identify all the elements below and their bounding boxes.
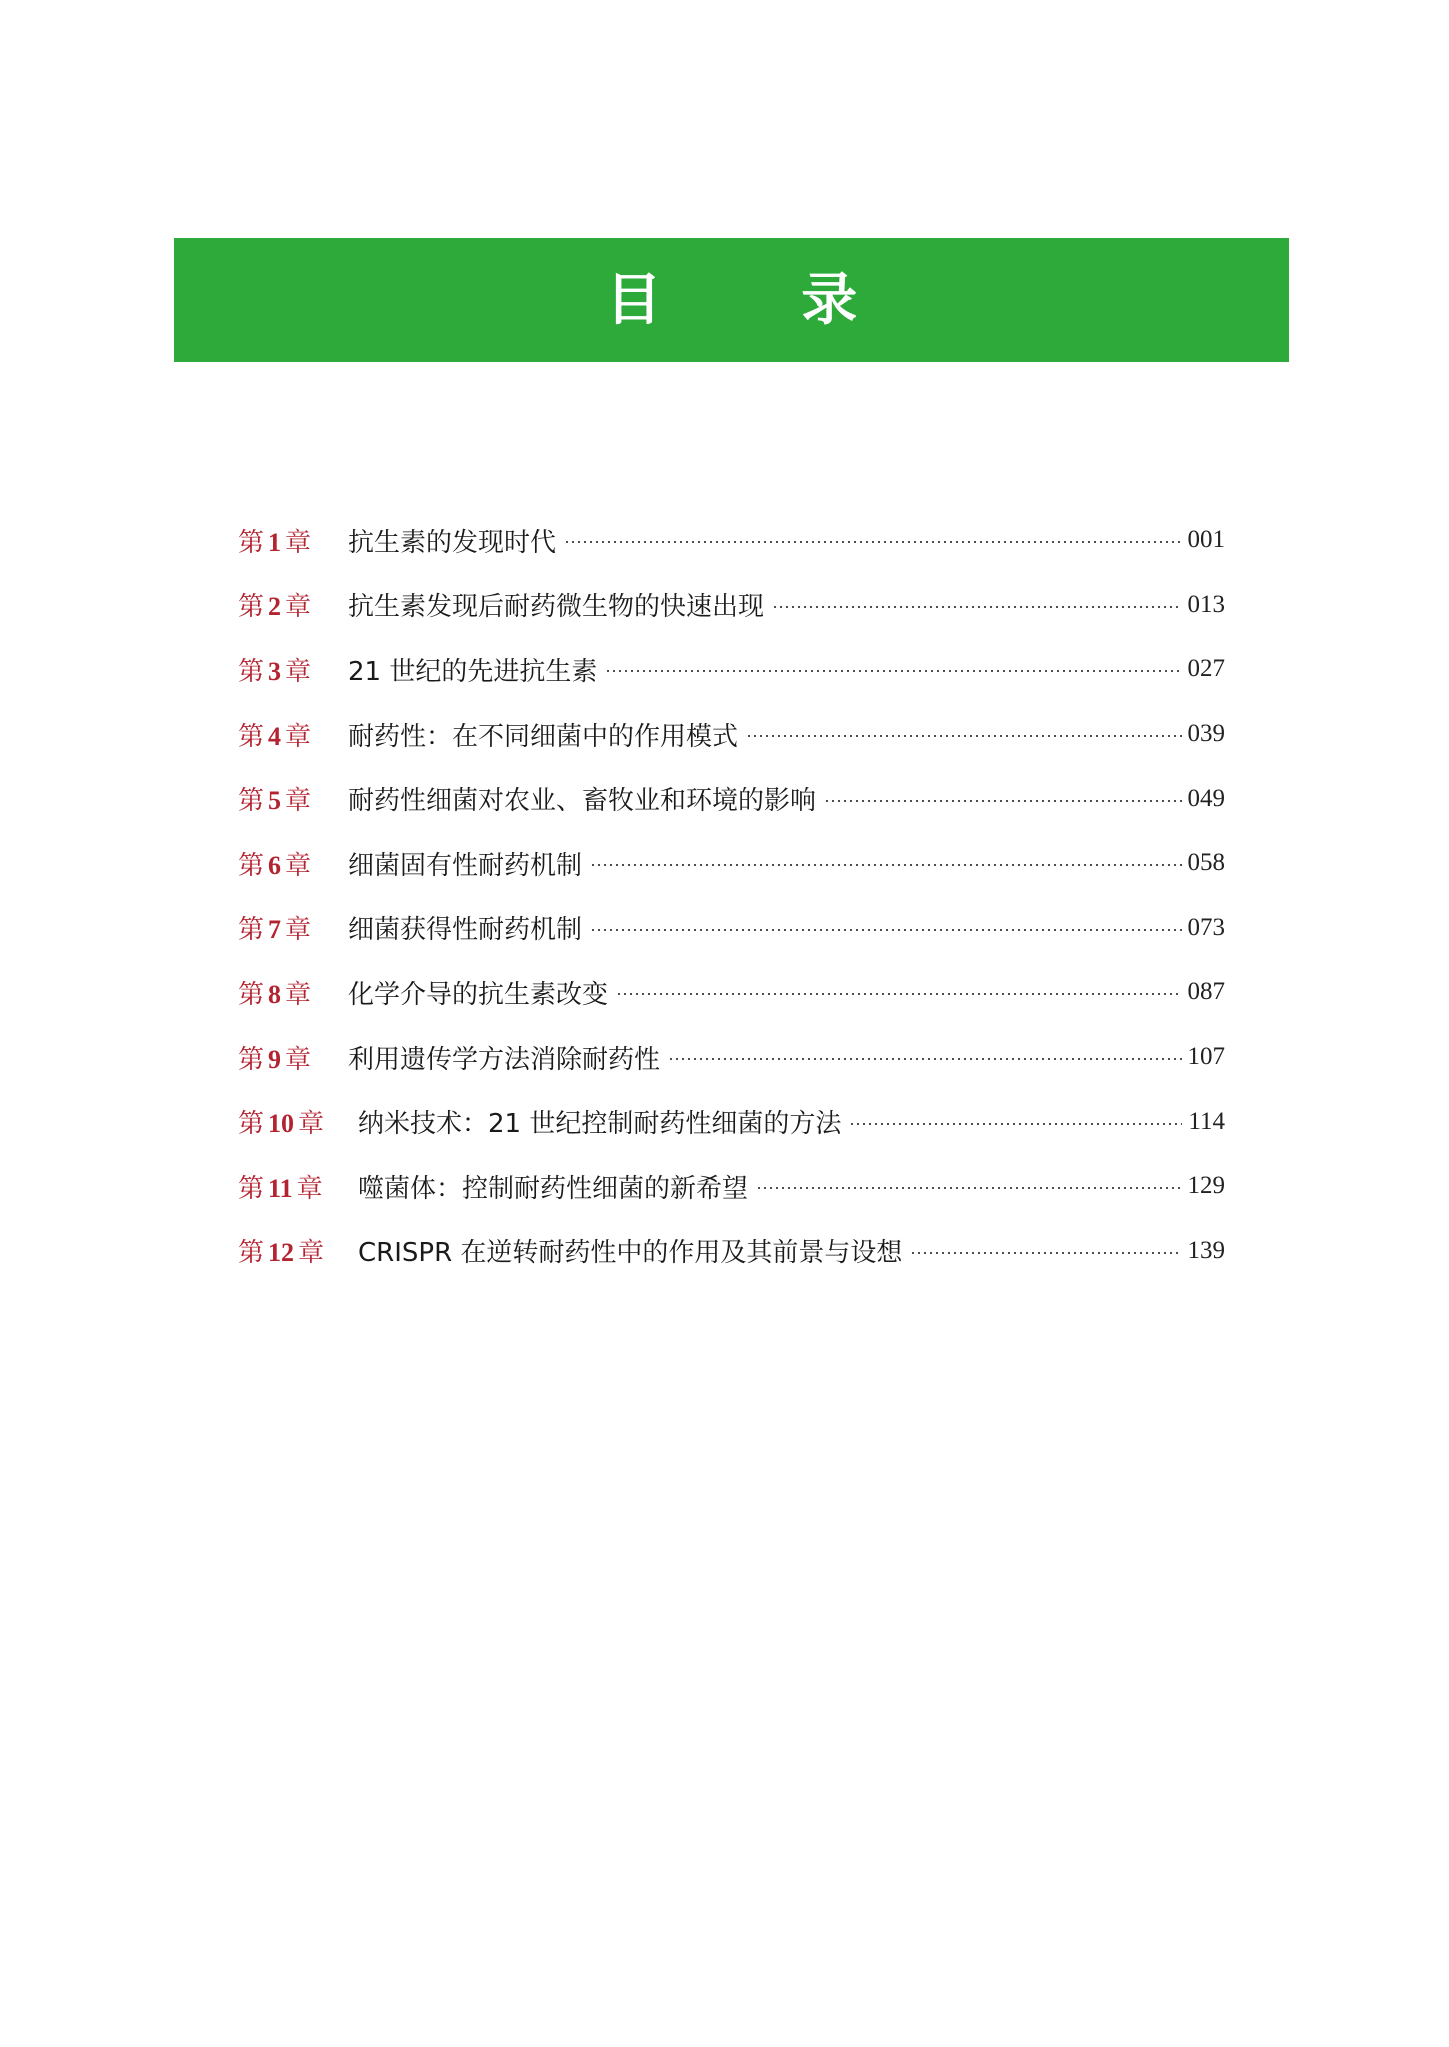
chapter-prefix: 第: [238, 786, 265, 817]
chapter-number: 5: [268, 786, 282, 816]
chapter-number: 2: [268, 592, 282, 622]
chapter-prefix: 第: [238, 527, 265, 558]
chapter-prefix: 第: [238, 1044, 265, 1075]
chapter-number: 10: [268, 1109, 295, 1139]
dot-leader: [605, 670, 1181, 672]
page-number: 107: [1187, 1043, 1225, 1071]
chapter-label: [238, 780, 348, 817]
dot-leader: [564, 541, 1181, 543]
page-title: 目 录: [605, 267, 918, 333]
chapter-suffix: 章: [285, 850, 312, 881]
chapter-title: 抗生素的发现时代: [348, 527, 557, 558]
page-number: 114: [1188, 1107, 1225, 1135]
chapter-label: [238, 845, 348, 882]
toc-entry[interactable]: [238, 896, 1225, 961]
chapter-number: 12: [268, 1238, 295, 1268]
chapter-label: [238, 1168, 358, 1205]
chapter-label: [238, 1103, 358, 1140]
chapter-label: [238, 522, 348, 559]
toc-entry[interactable]: [238, 766, 1225, 831]
chapter-number: 3: [268, 656, 282, 686]
chapter-title: 抗生素发现后耐药微生物的快速出现: [348, 592, 765, 623]
chapter-number: 1: [268, 527, 282, 557]
chapter-title: 细菌获得性耐药机制: [348, 915, 583, 946]
dot-leader: [849, 1123, 1182, 1125]
dot-leader: [746, 735, 1181, 737]
chapter-label: [238, 1039, 348, 1076]
chapter-prefix: 第: [238, 656, 265, 687]
page-number: 013: [1187, 590, 1225, 618]
toc-entry[interactable]: [238, 573, 1225, 638]
chapter-title: 噬菌体：控制耐药性细菌的新希望: [358, 1173, 749, 1204]
chapter-suffix: 章: [285, 527, 312, 558]
page-number: 087: [1187, 978, 1225, 1006]
dot-leader: [616, 993, 1181, 995]
chapter-title: 21 世纪的先进抗生素: [348, 656, 598, 687]
chapter-suffix: 章: [285, 979, 312, 1010]
toc-entry[interactable]: [238, 960, 1225, 1025]
dot-leader: [590, 864, 1181, 866]
chapter-label: [238, 651, 348, 688]
chapter-number: 9: [268, 1044, 282, 1074]
chapter-prefix: 第: [238, 1173, 265, 1204]
dot-leader: [590, 929, 1181, 931]
dot-leader: [910, 1252, 1181, 1254]
chapter-number: 8: [268, 979, 282, 1009]
page-number: 139: [1187, 1236, 1225, 1264]
chapter-title: 纳米技术：21 世纪控制耐药性细菌的方法: [358, 1109, 842, 1140]
toc-entry[interactable]: [238, 831, 1225, 896]
chapter-suffix: 章: [296, 1173, 323, 1204]
dot-leader: [824, 800, 1181, 802]
page-number: 039: [1187, 720, 1225, 748]
page-number: 049: [1187, 784, 1225, 812]
chapter-label: [238, 974, 348, 1011]
dot-leader: [772, 606, 1181, 608]
table-of-contents: [238, 508, 1225, 1283]
page-number: 129: [1187, 1172, 1225, 1200]
chapter-title: 耐药性：在不同细菌中的作用模式: [348, 721, 739, 752]
chapter-prefix: 第: [238, 850, 265, 881]
chapter-title: 细菌固有性耐药机制: [348, 850, 583, 881]
chapter-number: 6: [268, 850, 282, 880]
chapter-prefix: 第: [238, 592, 265, 623]
chapter-prefix: 第: [238, 979, 265, 1010]
chapter-label: [238, 586, 348, 623]
chapter-prefix: 第: [238, 1238, 265, 1269]
page-number: 001: [1187, 526, 1225, 554]
page-number: 058: [1187, 849, 1225, 877]
toc-entry[interactable]: [238, 508, 1225, 573]
chapter-suffix: 章: [285, 721, 312, 752]
chapter-suffix: 章: [285, 656, 312, 687]
chapter-number: 11: [268, 1173, 293, 1203]
chapter-suffix: 章: [285, 786, 312, 817]
chapter-suffix: 章: [298, 1238, 325, 1269]
toc-entry[interactable]: [238, 1089, 1225, 1154]
toc-entry[interactable]: [238, 1219, 1225, 1284]
chapter-suffix: 章: [285, 1044, 312, 1075]
page-number: 073: [1187, 913, 1225, 941]
chapter-title: 利用遗传学方法消除耐药性: [348, 1044, 661, 1075]
toc-entry[interactable]: [238, 637, 1225, 702]
chapter-label: [238, 1232, 358, 1269]
chapter-suffix: 章: [298, 1109, 325, 1140]
chapter-number: 4: [268, 721, 282, 751]
chapter-prefix: 第: [238, 721, 265, 752]
dot-leader: [668, 1058, 1181, 1060]
chapter-label: [238, 716, 348, 753]
chapter-title: CRISPR 在逆转耐药性中的作用及其前景与设想: [358, 1238, 903, 1269]
chapter-suffix: 章: [285, 592, 312, 623]
chapter-label: [238, 909, 348, 946]
toc-entry[interactable]: [238, 702, 1225, 767]
chapter-title: 化学介导的抗生素改变: [348, 979, 609, 1010]
toc-entry[interactable]: [238, 1025, 1225, 1090]
title-banner: [174, 238, 1289, 362]
chapter-number: 7: [268, 915, 282, 945]
chapter-title: 耐药性细菌对农业、畜牧业和环境的影响: [348, 786, 817, 817]
chapter-prefix: 第: [238, 1109, 265, 1140]
chapter-prefix: 第: [238, 915, 265, 946]
dot-leader: [756, 1187, 1181, 1189]
chapter-suffix: 章: [285, 915, 312, 946]
page-number: 027: [1187, 655, 1225, 683]
toc-entry[interactable]: [238, 1154, 1225, 1219]
